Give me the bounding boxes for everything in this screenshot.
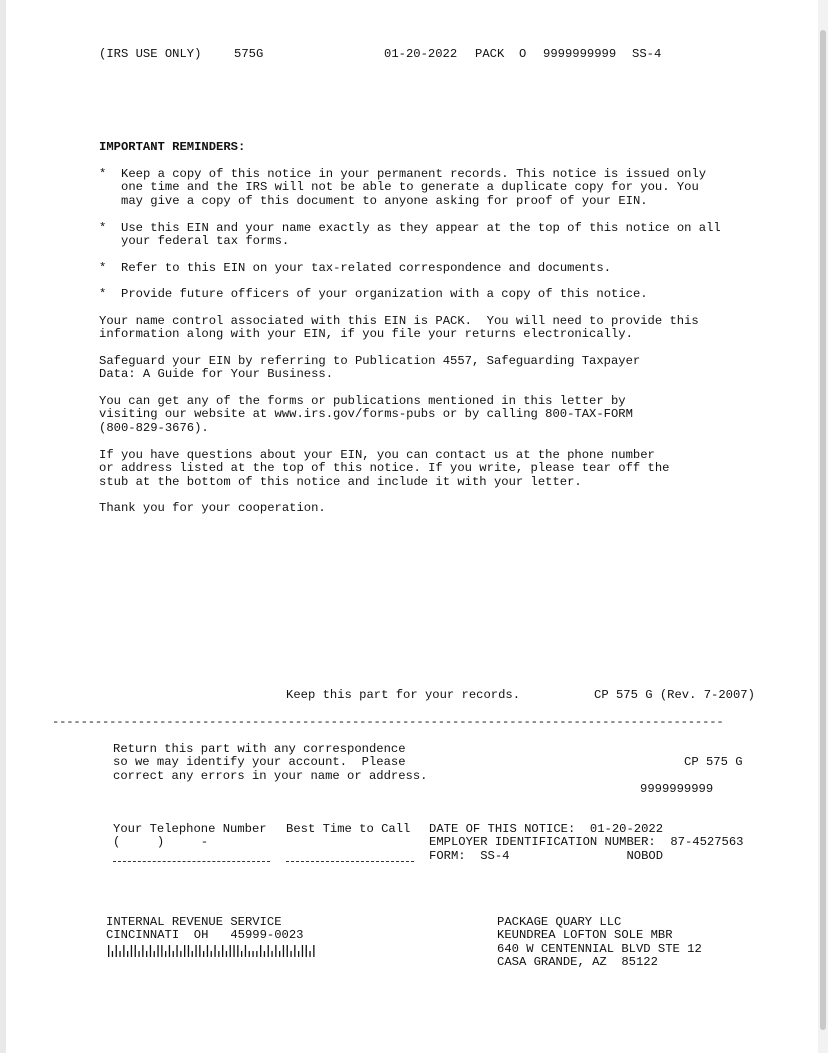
return-instructions: Return this part with any correspondence so we may identify your account. Please correct any errors in your name or address. xyxy=(113,742,428,783)
document-page xyxy=(6,0,818,1053)
tear-off-line: ---------------------------------------------------------------------------------------------- xyxy=(52,715,724,729)
best-time-label: Best Time to Call xyxy=(286,822,411,836)
best-time-line[interactable] xyxy=(286,861,414,862)
bullet-icon: * xyxy=(99,167,107,181)
bullet-icon: * xyxy=(99,261,107,275)
reminders-title: IMPORTANT REMINDERS: xyxy=(99,140,246,154)
name-control-paragraph: Your name control associated with this EIN is PACK. You will need to provide this information along with your EIN, if you file your returns electronically. xyxy=(99,314,699,342)
forms-paragraph: You can get any of the forms or publications mentioned in this letter by visiting our website at www.irs.gov/forms-pubs or by calling 800-TAX-FORM (800-829-3676). xyxy=(99,394,633,435)
reminder-item: Provide future officers of your organization with a copy of this notice. xyxy=(121,287,648,301)
bullet-icon: * xyxy=(99,221,107,235)
name-control: PACK xyxy=(475,47,505,61)
stub-cp-code: CP 575 G xyxy=(684,755,743,769)
reminder-item: Refer to this EIN on your tax-related correspondence and documents. xyxy=(121,261,612,275)
postal-barcode-icon xyxy=(107,944,323,958)
phone-number-line[interactable] xyxy=(113,861,270,862)
scrollbar[interactable] xyxy=(818,0,828,1053)
notice-info: DATE OF THIS NOTICE: 01-20-2022 EMPLOYER IDENTIFICATION NUMBER: 87-4527563 FORM: SS-4 NOBOD xyxy=(429,822,744,863)
questions-paragraph: If you have questions about your EIN, you can contact us at the phone number or address listed at the top of this notice. If you write, please tear off the stub at the bottom of this notice and include it with your letter. xyxy=(99,448,670,489)
irs-address: INTERNAL REVENUE SERVICE CINCINNATI OH 45999-0023 xyxy=(106,915,304,943)
header-number: 9999999999 xyxy=(543,47,617,61)
phone-label: Your Telephone Number xyxy=(113,822,267,836)
form-revision: CP 575 G (Rev. 7-2007) xyxy=(594,688,755,702)
irs-use-only-label: (IRS USE ONLY) xyxy=(99,47,202,61)
safeguard-paragraph: Safeguard your EIN by referring to Publication 4557, Safeguarding Taxpayer Data: A Guide for Your Business. xyxy=(99,354,641,382)
taxpayer-address: PACKAGE QUARY LLC KEUNDREA LOFTON SOLE MBR 640 W CENTENNIAL BLVD STE 12 CASA GRANDE, AZ 85122 xyxy=(497,915,702,969)
keep-part-text: Keep this part for your records. xyxy=(286,688,521,702)
notice-code: 575G xyxy=(234,47,264,61)
header-zero: O xyxy=(519,47,527,61)
header-form: SS-4 xyxy=(632,47,662,61)
reminder-item: Keep a copy of this notice in your permanent records. This notice is issued only one time and the IRS will not be able to generate a duplicate copy for you. You may give a copy of this document to anyone asking for proof of your EIN. xyxy=(121,167,707,208)
stub-number: 9999999999 xyxy=(640,782,714,796)
reminder-item: Use this EIN and your name exactly as they appear at the top of this notice on all your federal tax forms. xyxy=(121,221,721,249)
scrollbar-thumb[interactable] xyxy=(820,30,826,1030)
notice-date: 01-20-2022 xyxy=(384,47,458,61)
bullet-icon: * xyxy=(99,287,107,301)
phone-format: ( ) - xyxy=(113,835,209,849)
thank-you-text: Thank you for your cooperation. xyxy=(99,501,326,515)
